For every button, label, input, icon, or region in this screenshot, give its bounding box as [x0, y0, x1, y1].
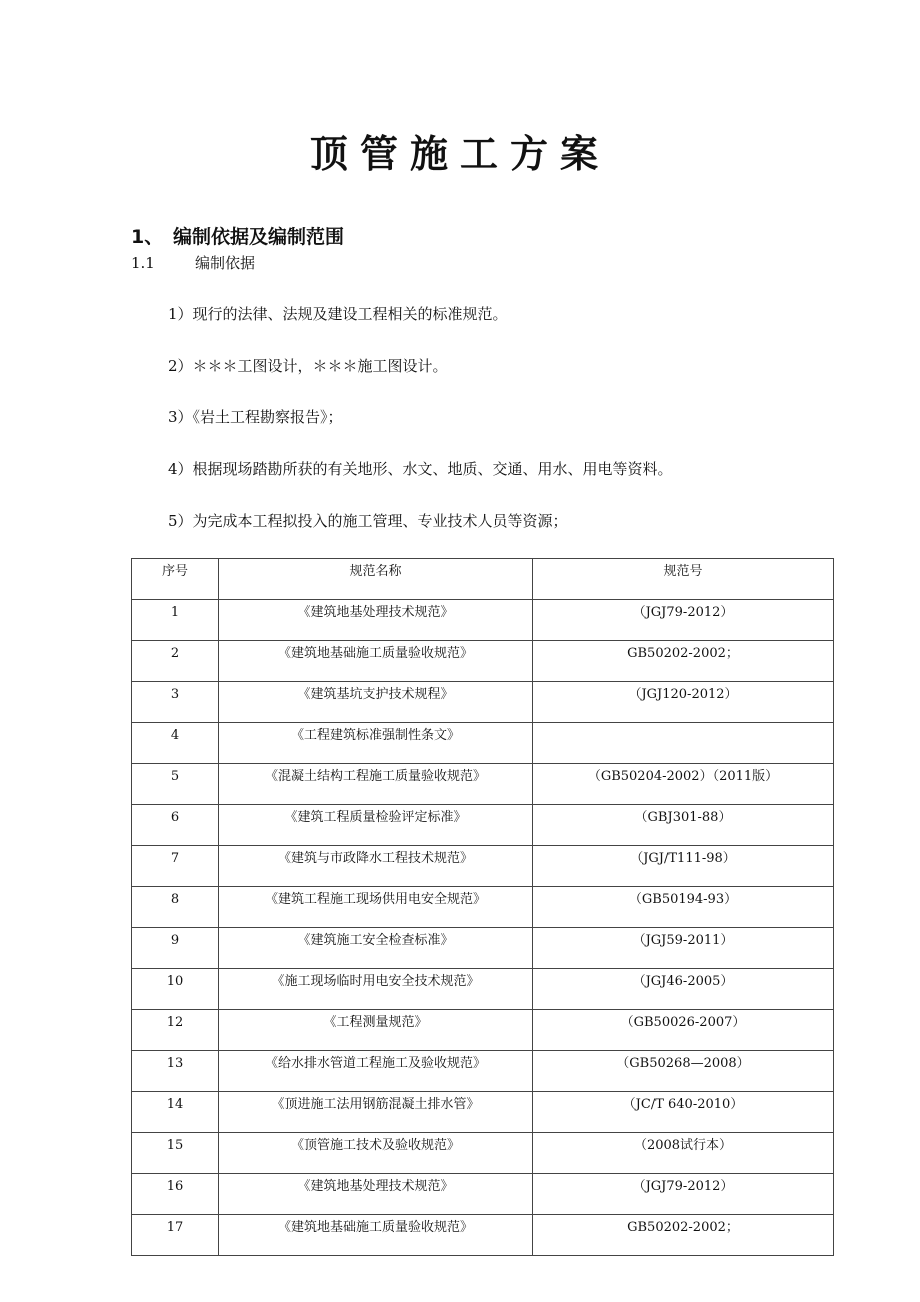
cell-code: （JGJ59-2011） — [533, 928, 834, 969]
subsection-number: 1.1 — [131, 254, 155, 272]
table-row — [132, 641, 834, 682]
cell-name: 《顶进施工法用钢筋混凝土排水管》 — [219, 1092, 533, 1133]
table-row — [132, 1051, 834, 1092]
table-header-row — [132, 559, 834, 600]
table-row — [132, 723, 834, 764]
table-row — [132, 1092, 834, 1133]
table-body — [132, 600, 834, 1256]
cell-code: （GB50268—2008） — [533, 1051, 834, 1092]
cell-index: 3 — [132, 682, 219, 723]
cell-index: 14 — [132, 1092, 219, 1133]
cell-name: 《建筑工程施工现场供用电安全规范》 — [219, 887, 533, 928]
table-row — [132, 887, 834, 928]
cell-code: （2008试行本） — [533, 1133, 834, 1174]
cell-name: 《建筑施工安全检查标准》 — [219, 928, 533, 969]
table-row — [132, 969, 834, 1010]
cell-index: 10 — [132, 969, 219, 1010]
section-title: 编制依据及编制范围 — [173, 226, 345, 248]
cell-name: 《建筑基坑支护技术规程》 — [219, 682, 533, 723]
table-row — [132, 1174, 834, 1215]
table-row — [132, 805, 834, 846]
cell-code: （GBJ301-88） — [533, 805, 834, 846]
table-row — [132, 764, 834, 805]
cell-code: （JC/T 640-2010） — [533, 1092, 834, 1133]
table-row — [132, 1215, 834, 1256]
page-title: 顶管施工方案 — [309, 131, 610, 176]
basis-item-3: 3）《岩土工程勘察报告》； — [168, 408, 343, 426]
table-row — [132, 928, 834, 969]
cell-index: 12 — [132, 1010, 219, 1051]
cell-code: GB50202-2002； — [533, 641, 834, 682]
header-code: 规范号 — [533, 559, 834, 600]
cell-name: 《施工现场临时用电安全技术规范》 — [219, 969, 533, 1010]
cell-index: 16 — [132, 1174, 219, 1215]
basis-item-4: 4）根据现场踏勘所获的有关地形、水文、地质、交通、用水、用电等资料。 — [168, 460, 673, 478]
cell-index: 5 — [132, 764, 219, 805]
cell-name: 《工程建筑标准强制性条文》 — [219, 723, 533, 764]
basis-item-2: 2）＊＊＊工图设计，＊＊＊施工图设计。 — [168, 357, 448, 375]
cell-index: 9 — [132, 928, 219, 969]
cell-code: （GB50194-93） — [533, 887, 834, 928]
cell-code — [533, 723, 834, 764]
cell-code: （JGJ46-2005） — [533, 969, 834, 1010]
cell-index: 1 — [132, 600, 219, 641]
subsection-heading-1-1 — [131, 252, 255, 274]
cell-code: （GB50026-2007） — [533, 1010, 834, 1051]
cell-name: 《建筑地基处理技术规范》 — [219, 600, 533, 641]
cell-index: 7 — [132, 846, 219, 887]
table-row — [132, 846, 834, 887]
cell-index: 13 — [132, 1051, 219, 1092]
standards-table — [131, 558, 834, 1256]
cell-name: 《建筑工程质量检验评定标准》 — [219, 805, 533, 846]
cell-name: 《工程测量规范》 — [219, 1010, 533, 1051]
cell-name: 《顶管施工技术及验收规范》 — [219, 1133, 533, 1174]
subsection-title: 编制依据 — [195, 254, 256, 272]
cell-name: 《建筑地基处理技术规范》 — [219, 1174, 533, 1215]
header-index: 序号 — [132, 559, 219, 600]
basis-item-1: 1）现行的法律、法规及建设工程相关的标准规范。 — [168, 305, 508, 323]
cell-code: （JGJ79-2012） — [533, 1174, 834, 1215]
cell-name: 《给水排水管道工程施工及验收规范》 — [219, 1051, 533, 1092]
table-row — [132, 1133, 834, 1174]
section-heading-1 — [131, 224, 344, 250]
header-name: 规范名称 — [219, 559, 533, 600]
table-row — [132, 600, 834, 641]
cell-code: GB50202-2002； — [533, 1215, 834, 1256]
cell-code: （GB50204-2002）（2011版） — [533, 764, 834, 805]
cell-code: （JGJ120-2012） — [533, 682, 834, 723]
table-row — [132, 682, 834, 723]
table-row — [132, 1010, 834, 1051]
cell-index: 6 — [132, 805, 219, 846]
cell-name: 《建筑地基础施工质量验收规范》 — [219, 1215, 533, 1256]
cell-index: 8 — [132, 887, 219, 928]
cell-index: 4 — [132, 723, 219, 764]
cell-name: 《建筑地基础施工质量验收规范》 — [219, 641, 533, 682]
section-number: 1、 — [131, 226, 164, 248]
basis-item-5: 5）为完成本工程拟投入的施工管理、专业技术人员等资源； — [168, 512, 568, 530]
cell-code: （JGJ/T111-98） — [533, 846, 834, 887]
cell-index: 17 — [132, 1215, 219, 1256]
cell-name: 《建筑与市政降水工程技术规范》 — [219, 846, 533, 887]
cell-name: 《混凝土结构工程施工质量验收规范》 — [219, 764, 533, 805]
cell-index: 15 — [132, 1133, 219, 1174]
cell-index: 2 — [132, 641, 219, 682]
cell-code: （JGJ79-2012） — [533, 600, 834, 641]
